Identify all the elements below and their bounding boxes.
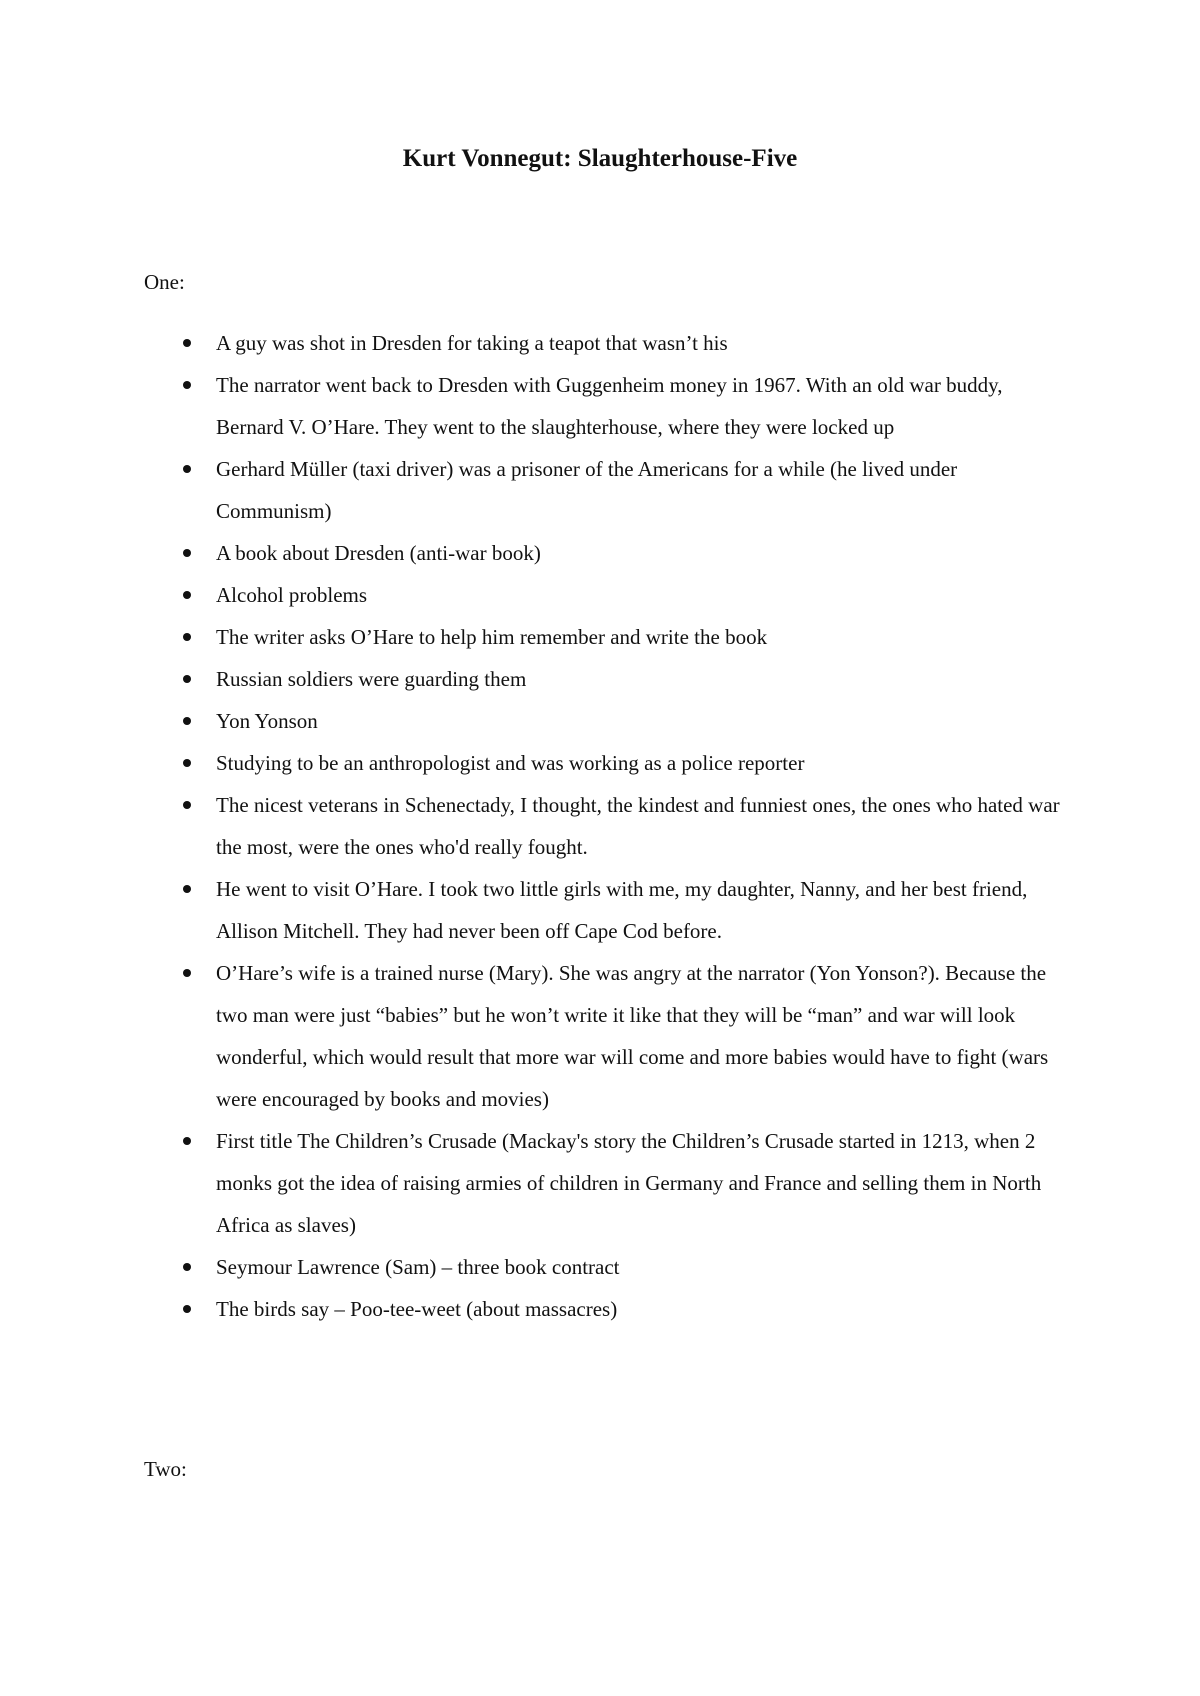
list-item-text: Alcohol problems [216, 583, 368, 607]
list-item-text: The nicest veterans in Schenectady, I thought, the kindest and funniest ones, the ones who hated war the most, were the ones who'd really fought. [216, 793, 1060, 859]
bullet-icon [183, 549, 191, 557]
list-item-text: Gerhard Müller (taxi driver) was a prisoner of the Americans for a while (he lived under Communism) [216, 457, 958, 523]
bullet-icon [183, 885, 191, 893]
list-item [0, 574, 1066, 616]
bullet-icon [183, 633, 191, 641]
list-item-text: He went to visit O’Hare. I took two little girls with me, my daughter, Nanny, and her best friend, Allison Mitchell. They had never been off Cape Cod before. [216, 877, 1028, 943]
list-item-text: Studying to be an anthropologist and was working as a police reporter [216, 751, 805, 775]
list-item-text: The writer asks O’Hare to help him remember and write the book [216, 625, 768, 649]
list-item [0, 322, 1066, 364]
list-item-text: Russian soldiers were guarding them [216, 667, 527, 691]
section-heading-two: Two: [144, 1457, 187, 1481]
list-item-text: A book about Dresden (anti-war book) [216, 541, 541, 565]
bullet-icon [183, 465, 191, 473]
bullet-icon [183, 1305, 191, 1313]
list-item [0, 1120, 1066, 1246]
list-item [0, 658, 1066, 700]
section-one-bullet-list [0, 322, 1200, 1330]
bullet-icon [183, 591, 191, 599]
list-item-text: O’Hare’s wife is a trained nurse (Mary). She was angry at the narrator (Yon Yonson?). Because the two man were just “babies” but he won’t write it like that they will be “man” and war will look wonderful, which would result that more war will come and more babies would have to fight (wars were encouraged by books and movies) [216, 961, 1049, 1111]
list-item-text: The birds say – Poo-tee-weet (about massacres) [216, 1297, 618, 1321]
list-item-text: The narrator went back to Dresden with Guggenheim money in 1967. With an old war buddy, Bernard V. O’Hare. They went to the slaughterhouse, where they were locked up [216, 373, 1003, 439]
bullet-icon [183, 759, 191, 767]
list-item [0, 742, 1066, 784]
bullet-icon [183, 1137, 191, 1145]
list-item [0, 448, 1066, 532]
bullet-icon [183, 381, 191, 389]
list-item [0, 700, 1066, 742]
list-item [0, 364, 1066, 448]
list-item-text: Yon Yonson [216, 709, 318, 733]
list-item [0, 616, 1066, 658]
list-item [0, 868, 1066, 952]
bullet-icon [183, 339, 191, 347]
bullet-icon [183, 1263, 191, 1271]
bullet-icon [183, 717, 191, 725]
section-heading-one: One: [144, 270, 185, 294]
bullet-icon [183, 969, 191, 977]
list-item [0, 1288, 1066, 1330]
list-item [0, 784, 1066, 868]
bullet-icon [183, 675, 191, 683]
list-item [0, 952, 1066, 1120]
list-item [0, 1246, 1066, 1288]
list-item-text: Seymour Lawrence (Sam) – three book contract [216, 1255, 620, 1279]
list-item-text: First title The Children’s Crusade (Mackay's story the Children’s Crusade started in 1213, when 2 monks got the idea of raising armies of children in Germany and France and selling them in North Africa as slaves) [216, 1129, 1042, 1237]
bullet-icon [183, 801, 191, 809]
list-item-text: A guy was shot in Dresden for taking a teapot that wasn’t his [216, 331, 728, 355]
list-item [0, 532, 1066, 574]
document-title: Kurt Vonnegut: Slaughterhouse-Five [402, 145, 798, 172]
